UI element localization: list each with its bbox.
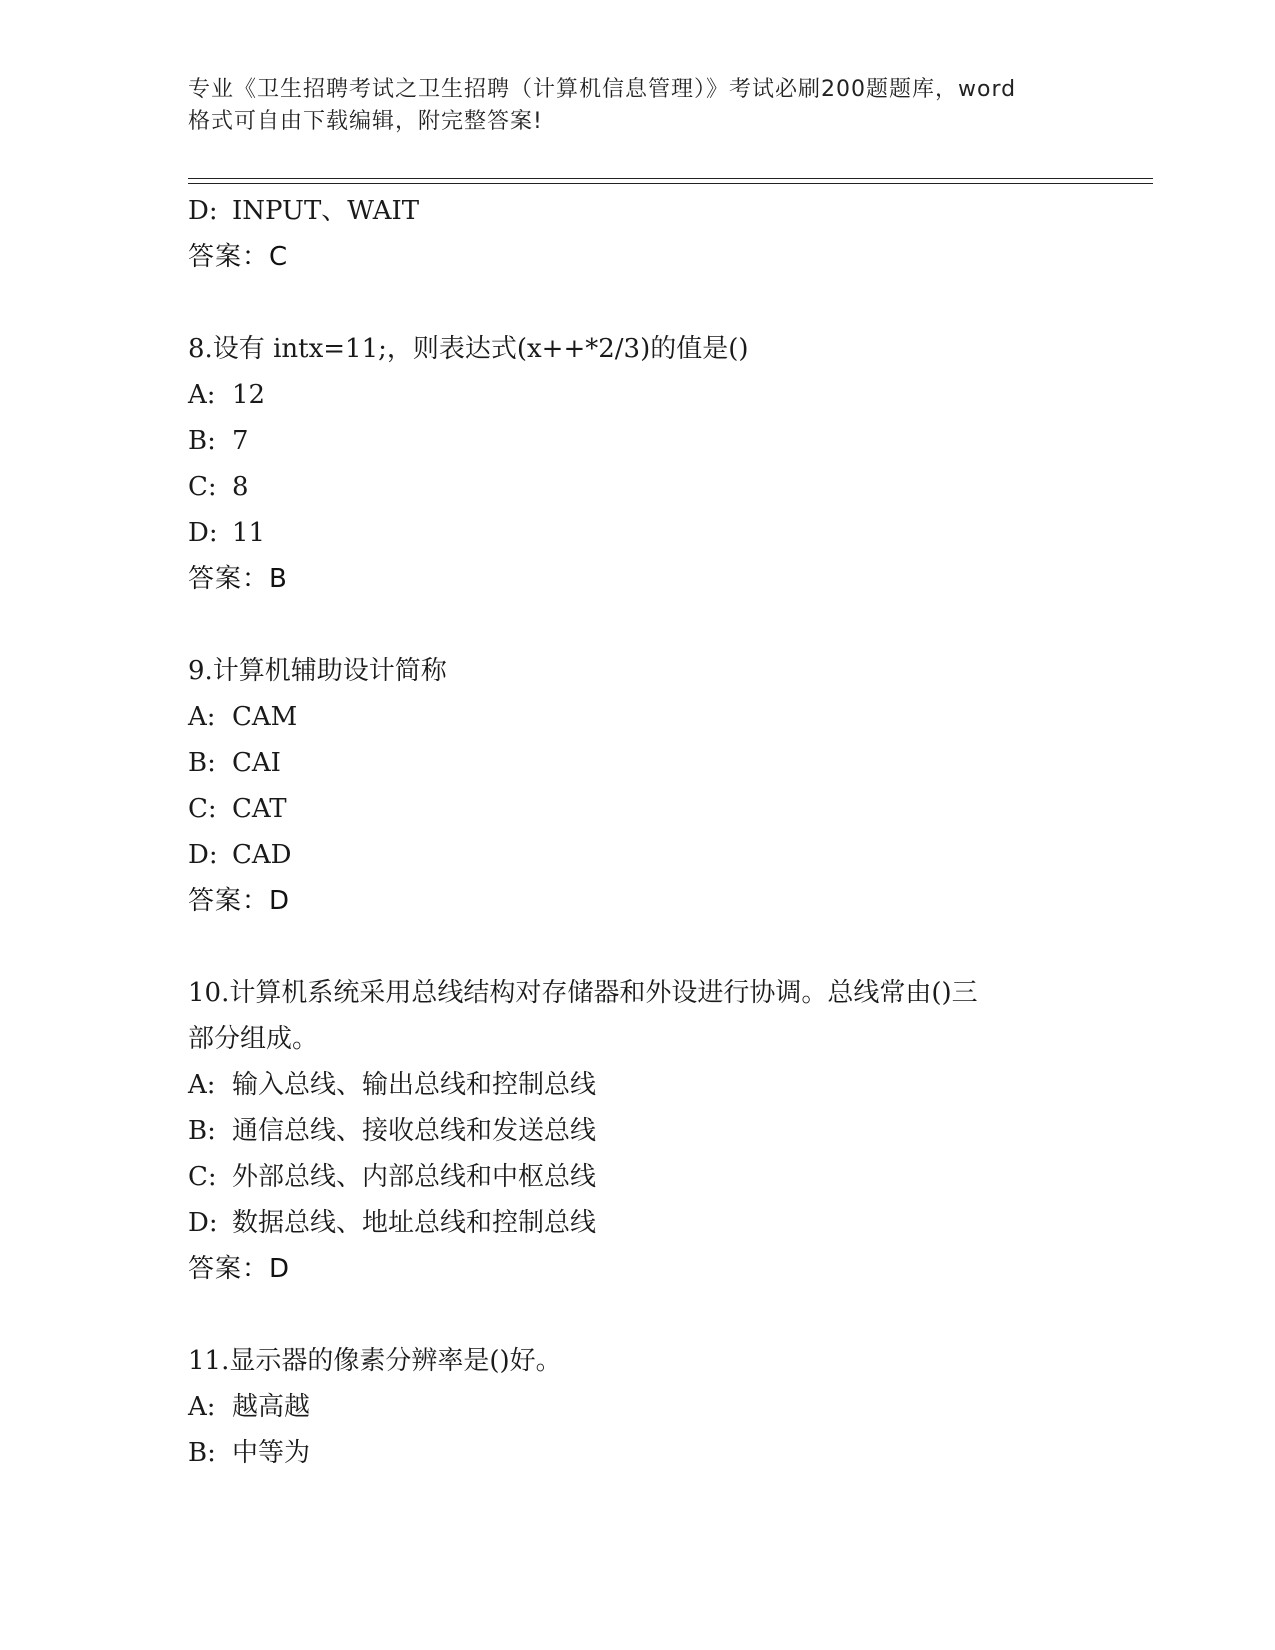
header-divider-top <box>188 178 1153 179</box>
header-divider-bottom <box>188 183 1153 184</box>
question-content <box>188 188 1088 1476</box>
option-letter: C: <box>188 1162 217 1192</box>
option-text: 7 <box>232 426 249 456</box>
option-text: CAM <box>232 702 298 732</box>
option-text: 通信总线、接收总线和发送总线 <box>232 1116 597 1146</box>
option-d-q10 <box>188 1200 1088 1246</box>
option-a-q10 <box>188 1062 1088 1108</box>
option-b-q10 <box>188 1108 1088 1154</box>
question-8-title: 8.设有 intx=11;，则表达式(x++*2/3)的值是() <box>188 334 749 364</box>
option-text: 输入总线、输出总线和控制总线 <box>232 1070 597 1100</box>
spacer <box>188 280 1088 326</box>
spacer <box>188 1292 1088 1338</box>
option-letter: B: <box>188 1116 216 1146</box>
header-title-line-2: 格式可自由下载编辑，附完整答案! <box>188 109 543 134</box>
option-text: 11 <box>232 518 266 548</box>
header-title-line-1: 专业《卫生招聘考试之卫生招聘（计算机信息管理）》考试必刷200题题库，word <box>188 77 1017 102</box>
option-letter: B: <box>188 748 216 778</box>
option-b-q11 <box>188 1430 1088 1476</box>
document-header <box>188 74 1088 138</box>
answer-q9: 答案：D <box>188 886 291 916</box>
option-letter: A: <box>188 702 216 732</box>
option-letter: B: <box>188 426 216 456</box>
option-c-q10 <box>188 1154 1088 1200</box>
option-letter: D: <box>188 840 218 870</box>
option-d-q7 <box>188 188 1088 234</box>
option-text: CAT <box>232 794 287 824</box>
option-text: 数据总线、地址总线和控制总线 <box>232 1208 597 1238</box>
answer-q7: 答案：C <box>188 242 289 272</box>
answer-q10: 答案：D <box>188 1254 291 1284</box>
option-text: 8 <box>232 472 249 502</box>
option-letter: A: <box>188 380 216 410</box>
option-letter: C: <box>188 472 217 502</box>
spacer <box>188 602 1088 648</box>
option-d-q8 <box>188 510 1088 556</box>
option-b-q8 <box>188 418 1088 464</box>
option-letter: C: <box>188 794 217 824</box>
option-text: CAI <box>232 748 281 778</box>
option-text: 越高越 <box>232 1392 311 1422</box>
option-text: 中等为 <box>232 1438 311 1468</box>
option-text: 12 <box>232 380 266 410</box>
option-letter: D: <box>188 196 218 226</box>
option-a-q11 <box>188 1384 1088 1430</box>
option-letter: D: <box>188 518 218 548</box>
option-a-q9 <box>188 694 1088 740</box>
option-text: INPUT、WAIT <box>232 196 420 226</box>
option-text: 外部总线、内部总线和中枢总线 <box>232 1162 597 1192</box>
option-d-q9 <box>188 832 1088 878</box>
question-9-title: 9.计算机辅助设计简称 <box>188 656 447 686</box>
option-a-q8 <box>188 372 1088 418</box>
question-11-title: 11.显示器的像素分辨率是()好。 <box>188 1346 562 1376</box>
option-letter: D: <box>188 1208 218 1238</box>
option-b-q9 <box>188 740 1088 786</box>
spacer <box>188 924 1088 970</box>
option-letter: B: <box>188 1438 216 1468</box>
option-letter: A: <box>188 1070 216 1100</box>
option-letter: A: <box>188 1392 216 1422</box>
answer-q8: 答案：B <box>188 564 288 594</box>
option-c-q9 <box>188 786 1088 832</box>
option-c-q8 <box>188 464 1088 510</box>
option-text: CAD <box>232 840 292 870</box>
question-10-title-line-1: 10.计算机系统采用总线结构对存储器和外设进行协调。总线常由()三 <box>188 978 978 1008</box>
question-10-title-line-2: 部分组成。 <box>188 1024 319 1054</box>
